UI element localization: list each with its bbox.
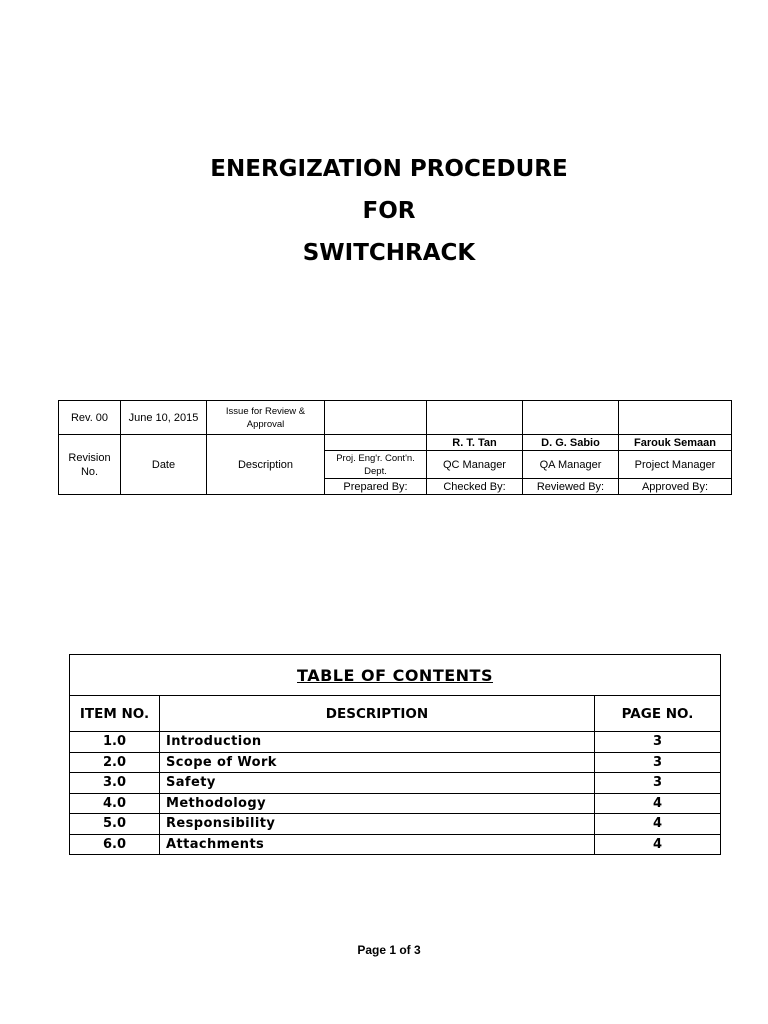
toc-item-page: 3 [595, 773, 721, 794]
date-header: Date [121, 435, 207, 495]
checked-signature-cell [427, 401, 523, 435]
toc-title: TABLE OF CONTENTS [297, 665, 493, 685]
title-line-2: FOR [362, 198, 416, 224]
toc-item-page: 3 [595, 752, 721, 773]
title-line-1: ENERGIZATION PROCEDURE [210, 156, 568, 182]
toc-item-no: 1.0 [70, 732, 160, 753]
checked-position: QC Manager [427, 451, 523, 479]
prepared-position: Proj. Eng'r. Cont'n. Dept. [325, 451, 427, 479]
toc-item-description: Attachments [160, 834, 595, 855]
document-title [0, 148, 768, 274]
approved-signature-cell [619, 401, 732, 435]
toc-item-description: Scope of Work [160, 752, 595, 773]
toc-item-description: Introduction [160, 732, 595, 753]
toc-row [70, 793, 721, 814]
approved-name: Farouk Semaan [619, 435, 732, 451]
title-line-3: SWITCHRACK [302, 240, 476, 266]
toc-header-row [70, 696, 721, 732]
toc-item-description: Methodology [160, 793, 595, 814]
prepared-signature-cell [325, 401, 427, 435]
toc-item-page: 4 [595, 834, 721, 855]
description-header: Description [207, 435, 325, 495]
approved-role: Approved By: [619, 479, 732, 495]
revision-no-header: Revision No. [59, 435, 121, 495]
toc-item-description: Responsibility [160, 814, 595, 835]
toc-item-no: 3.0 [70, 773, 160, 794]
table-of-contents [69, 654, 721, 855]
revision-table [58, 400, 732, 495]
rev-number: Rev. 00 [59, 401, 121, 435]
toc-row [70, 732, 721, 753]
checked-role: Checked By: [427, 479, 523, 495]
toc-row [70, 814, 721, 835]
toc-description-header: DESCRIPTION [160, 696, 595, 732]
reviewed-role: Reviewed By: [523, 479, 619, 495]
toc-item-page: 4 [595, 793, 721, 814]
toc-item-page: 3 [595, 732, 721, 753]
toc-row [70, 752, 721, 773]
rev-date: June 10, 2015 [121, 401, 207, 435]
toc-item-no: 5.0 [70, 814, 160, 835]
toc-title-row [70, 655, 721, 696]
toc-page-header: PAGE NO. [595, 696, 721, 732]
toc-item-no: 6.0 [70, 834, 160, 855]
toc-item-no: 2.0 [70, 752, 160, 773]
toc-row [70, 773, 721, 794]
toc-item-description: Safety [160, 773, 595, 794]
approved-position: Project Manager [619, 451, 732, 479]
toc-item-header: ITEM NO. [70, 696, 160, 732]
revision-row [59, 401, 732, 435]
reviewed-name: D. G. Sabio [523, 435, 619, 451]
prepared-name-cell [325, 435, 427, 451]
names-row [59, 435, 732, 451]
checked-name: R. T. Tan [427, 435, 523, 451]
rev-status: Issue for Review & Approval [207, 401, 325, 435]
reviewed-signature-cell [523, 401, 619, 435]
page-number-footer: Page 1 of 3 [357, 943, 421, 957]
toc-item-no: 4.0 [70, 793, 160, 814]
reviewed-position: QA Manager [523, 451, 619, 479]
toc-row [70, 834, 721, 855]
toc-item-page: 4 [595, 814, 721, 835]
prepared-role: Prepared By: [325, 479, 427, 495]
